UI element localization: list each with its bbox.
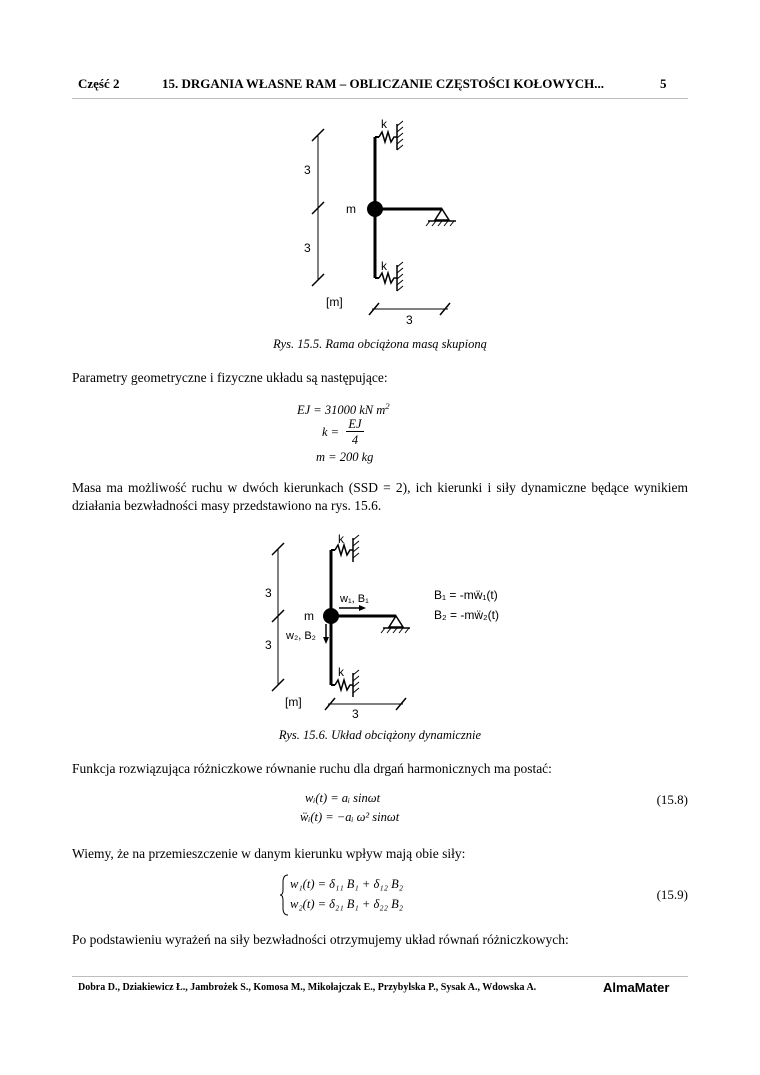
fig2-k-bottom: k xyxy=(338,665,344,679)
figure-2-caption: Rys. 15.6. Układ obciążony dynamicznie xyxy=(278,728,482,742)
figure-1-caption: Rys. 15.5. Rama obciążona masą skupioną xyxy=(273,337,487,351)
figure-2-dynamic-diagram xyxy=(0,525,760,725)
fig1-dim-top: 3 xyxy=(304,163,311,177)
fig1-k-bottom: k xyxy=(381,259,387,273)
paragraph-parameters-intro: Parametry geometryczne i fizyczne układu są następujące: xyxy=(72,370,388,385)
eq-15-8-line2: ẅᵢ(t) = −aᵢ ω² sinωt xyxy=(300,810,400,824)
eq-15-8-number: (15.8) xyxy=(656,792,688,807)
footer-brand: AlmaMater xyxy=(603,980,670,995)
header-page-number: 5 xyxy=(660,76,667,91)
paragraph-harmonic: Funkcja rozwiązująca różniczkowe równanie ruchu dla drgań harmonicznych ma postać: xyxy=(72,761,552,776)
footer-authors: Dobra D., Dziakiewicz Ł., Jambrożek S., Komosa M., Mikołajczak E., Przybylska P., Sysak A., Wdowska A. xyxy=(78,982,537,993)
fig2-dim-horizontal: 3 xyxy=(352,707,359,721)
fig2-force-horizontal: w₁, B₁ xyxy=(340,593,369,605)
param-EJ: EJ = 31000 kN $m^2$ xyxy=(297,401,390,418)
fig2-eq-B2: B₂ = -mẅ₂(t) xyxy=(434,608,499,622)
eq-15-9-number: (15.9) xyxy=(656,887,688,902)
param-m: m = 200 kg xyxy=(316,450,374,464)
header-title: 15. DRGANIA WŁASNE RAM – OBLICZANIE CZĘSTOŚCI KOŁOWYCH... xyxy=(162,76,604,91)
param-k-numerator: EJ xyxy=(346,417,364,432)
footer-rule xyxy=(72,976,688,977)
param-k-lhs: k = xyxy=(322,425,340,439)
fig1-dim-horizontal: 3 xyxy=(406,313,413,327)
paragraph-influence: Wiemy, że na przemieszczenie w danym kierunku wpływ mają obie siły: xyxy=(72,846,466,861)
figure-1-frame-diagram xyxy=(0,110,760,335)
fig2-mass-label: m xyxy=(304,609,314,623)
fig2-eq-B1: B₁ = -mẅ₁(t) xyxy=(434,588,498,602)
header-rule xyxy=(72,98,688,99)
eq-15-9-line1: w₁(t) = δ₁₁ B₁ + δ₁₂ B₂ xyxy=(290,877,404,891)
header-part: Część 2 xyxy=(78,76,120,91)
eq-15-9-brace xyxy=(280,874,290,916)
paragraph-ssd: Masa ma możliwość ruchu w dwóch kierunkach (SSD = 2), ich kierunki i siły dynamiczne będące wynikiem działania bezwładności masy przedstawiono na rys. 15.6. xyxy=(72,480,688,513)
fig1-mass-label: m xyxy=(346,202,356,216)
eq-15-8-line1: wᵢ(t) = aᵢ sinωt xyxy=(305,791,381,805)
paragraph-substitution: Po podstawieniu wyrażeń na siły bezwładności otrzymujemy układ równań różniczkowych: xyxy=(72,932,569,947)
fig1-unit: [m] xyxy=(326,295,343,309)
param-k-denominator: 4 xyxy=(351,433,359,447)
fig1-k-top: k xyxy=(381,117,387,131)
fig2-dim-top: 3 xyxy=(265,586,272,600)
fig2-dim-bottom: 3 xyxy=(265,638,272,652)
fig2-unit: [m] xyxy=(285,695,302,709)
fig2-force-vertical: w₂, B₂ xyxy=(286,630,316,642)
fig1-dim-bottom: 3 xyxy=(304,241,311,255)
fig2-k-top: k xyxy=(338,532,344,546)
eq-15-9-line2: w₂(t) = δ₂₁ B₁ + δ₂₂ B₂ xyxy=(290,897,404,911)
